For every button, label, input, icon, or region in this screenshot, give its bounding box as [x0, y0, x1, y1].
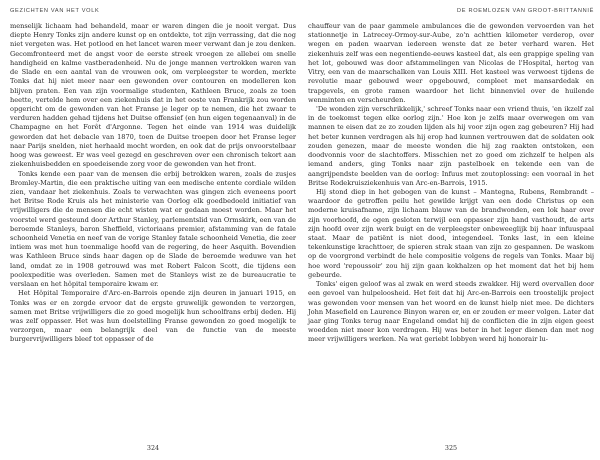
left-page-number: 324	[146, 444, 160, 452]
left-paragraph-3: Het Hôpital Temporaire d'Arc-en-Barrois opende zijn deuren in januari 1915, en Tonks was er en zorgde ervoor dat de ergste gruwelijk gewonden te verzorgen, samen met Britse vrijwilligers die zo goed mogelijk hun schoolfrans erbij deden. Hij was zelf oppasser. Het was hun doelstelling Franse gewonden zo goed mogelijk te verzorgen, maar een belangrijk deel van de functie van de meeste burgervrijwilligers bleef tot oppasser of de	[10, 289, 296, 344]
left-running-header	[10, 8, 296, 14]
right-paragraph-3: Hij stond diep in het gebogen van de kunst – Mantegna, Rubens, Rembrandt – waardoor de getroffen peilu het gewilde krijgt van een dode Christus op een moderne kruisafname, zijn lichaam blauw van de brandwonden, een lok haar over zijn voorhoofd, de ogen gesloten terwijl een oppasser zijn hand vasthoudt, de arts zijn hoofd over zijn werk buigt en de verpleegster onbeweeglijk bij haar infuuspaal staat. Maar de patiënt is niet dood, integendeel. Tonks last, in een kleine tekenkunstige krachttoer, de spieren strak staan van zijn zo gespannen. De waskom op de voorgrond verbindt de hele compositie volgens de regels van Tonks. Maar bij hoe word 'repoussoir' zou hij zijn gaan kokhalzen op het moment dat het bij hem gebeurde.	[308, 187, 594, 279]
left-paragraph-1: menselijk lichaam had behandeld, maar er waren dingen die je nooit vergat. Dus diepte Henry Tonks zijn andere kunst op en ontdekte, tot zijn verrassing, dat die nog niet vergeten was. Het potlood en het lancet waren meer verwant dan je zou denken. Gecomfronteerd met de angst voor de eerste streek vroegen ze allebei om snelle handigheid en kalme vastberadenheid. Nu de jonge mannen vertrokken waren van de Slade en een aantal van de vrouwen ook, om verpleegster te worden, merkte Tonks dat hij niet meer naar een gewonden over contouren en modelleren kon blijven praten. Een van zijn voormalige studenten, Kathleen Bruce, zoals ze toen heette, vertelde hem over een ziekenhuis dat in het ooste van Frankrijk zou worden opgericht om de gewonden van het Franse je leger op te nemen, die het zwaar te verduren hadden gehad tijdens het Duitse offensief (en hun eigen tegenaanval) in de Champagne en het Forêt d'Argonne. Tegen het einde van 1914 was duidelijk geworden dat het debacle van 1870, toen de Duitse troepen door het Franse leger naar Parijs snelden, niet herhaald mocht worden, en ook dat de prijs onvoorstelbaar hoog was geweest. Er was veel gezegd en geschreven over een chronisch tekort aan ziekenhuisbedden en spoedeisende zorg voor de gewonden van het front.	[10, 22, 296, 169]
left-page-body	[10, 22, 296, 345]
right-header-title: DE ROEMLOZEN VAN GROOT-BRITTANNIË	[457, 8, 594, 14]
left-paragraph-2: Tonks kende een paar van de mensen die erbij betrokken waren, zoals de zusjes Bromley-Martin, die een praktische uiting van een medische ententе cordiale wilden zien, vandaar het ziekenhuis. Zoals te verwachten was gingen zich eveneens poort het Britse Rode Kruis als het ministerie van Oorlog elk goedbedoeld initiatief van vrijwilligers die de mensen die echt wisten wat er gedaan moest worden. Maar het voorstel werd gesteund door Arthur Stanley, parlementslid van Ormskirk, een van de beroemde Stanleys, baron Sheffield, victoriaans premier, afstamming van de fatale schoonheid Venetia en neef van de vorige Stanley fatale schoonheid Venetia, die zeer intiem was met hun toenmalige hoofd van de regering, de heer Asquith. Bovendien was Kathleen Bruce sinds haar dagen op de Slade de beroemde weduwe van het land, omdat ze in 1908 getrouwd was met Robert Falcon Scott, die tijdens een poolexpeditie was overleden. Samen met de Stanleys wist ze de bureaucratie te verslaan en het hôpital temporaire kwam er.	[10, 169, 296, 289]
right-paragraph-2: 'De wonden zijn verschrikkelijk,' schreef Tonks naar een vriend thuis, 'en ikzelf zal in de toekomst tegen elke oorlog zijn.' Hoe kon je zelfs maar overwegen om van mannen te eisen dat ze zo zouden lijden als hij voor zijn ogen zag gebeuren? Hij had het beter kunnen verdragen als hij erop had kunnen vertrouwen dat de soldaten ook zouden genezen, maar de meeste wonden die hij zag raakten ontstoken, een doodvonnis voor de slachtoffers. Misschien net zo goed om zichzelf te helpen als iemand anders, ging Tonks naar zijn pastelboek en tekende een van de aangrijpendste beelden van de oorlog: Infuus met zoutoplossing: een vooraal in het Britse Rodekruisziekenhuis van Arc-en-Barrois, 1915.	[308, 104, 594, 187]
right-page	[308, 0, 594, 460]
right-page-body	[308, 22, 594, 345]
left-page	[10, 0, 296, 460]
left-header-title: GEZICHTEN VAN HET VOLK	[10, 8, 100, 14]
right-page-number: 325	[444, 444, 458, 452]
right-running-header	[308, 8, 594, 14]
right-paragraph-4: Tonks' eigen geloof was al zwak en werd steeds zwakker. Hij werd overvallen door een gevoel van hulpeloosheid. Het feit dat hij Arc-en-Barrois een troostelijk project was gewonden voor mensen van het woord en de kunst hielp niet mee. De dichters John Masefield en Laurence Binyon waren er, en er zouden er meer volgen. Later dat jaar ging Tonks terug naar Engeland omdat hij de conflicten die in zijn eigen geest woedden niet meer kon verdragen. Hij was beter in het leger dienen dan met nog meer vrijwilligers werken. Na wat geriebt lobbyen werd hij honorair lu-	[308, 280, 594, 344]
right-paragraph-1: chauffeur van de paar gammele ambulances die de gewonden vervoerden van het stationnetje in Latrecey-Ormoy-sur-Aube, zo'n achttien kilometer verderop, over wegen en paden waarvan iedereen wenste dat ze beter verhard waren. Het ziekenhuis zelf was een negentiende-eeuws kasteel dat, als een grappige speling van het lot, gebouwd was door afstammelingen van Nicolas de l'Hospital, hertog van Vitry, een van de maarschalken van Louis XIII. Het kasteel was verwoest tijdens de revolutie maar gebouwd weer opgebouwd, compleet met mansardedak en trapgevels, en grote ramen waardoor het licht binnenviel over de huilende wenminten en verscheurden.	[308, 22, 594, 104]
